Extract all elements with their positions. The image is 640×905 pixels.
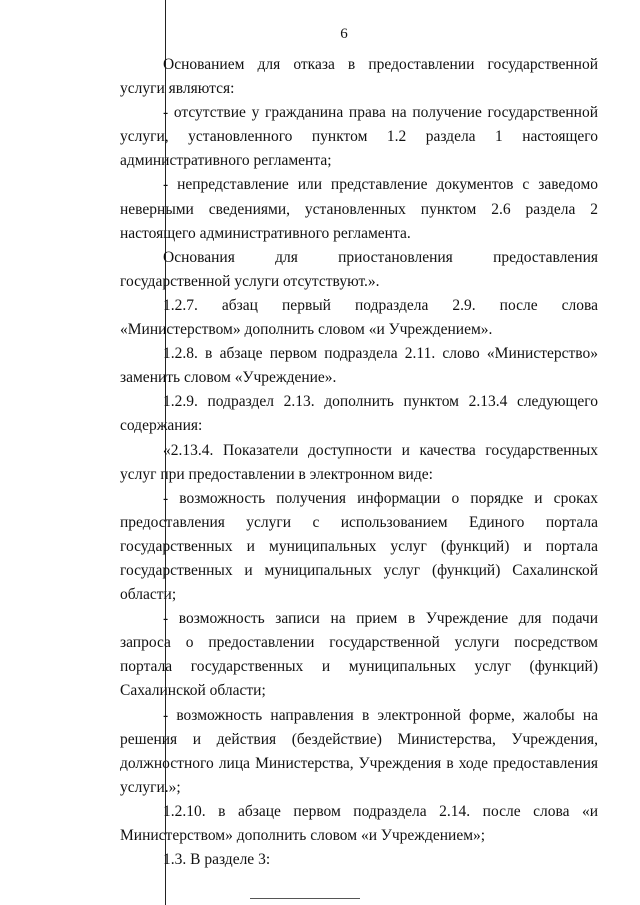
paragraph-1-2-8: 1.2.8. в абзаце первом подраздела 2.11. слово «Министерство» заменить словом «Учреждение». bbox=[120, 345, 598, 387]
paragraph-documents: - непредставление или представление документов с заведомо неверными сведениями, установленных пунктом 2.6 раздела 2 настоящего административного регламента. bbox=[120, 176, 598, 242]
paragraph-suspension-grounds: Основания для приостановления предоставления государственной услуги отсутствуют.». bbox=[120, 248, 598, 290]
paragraph-refusal-grounds: Основанием для отказа в предоставлении государственной услуги являются: bbox=[120, 56, 598, 98]
paragraph-complaints: - возможность направления в электронной форме, жалобы на решения и действия (бездействие) Министерства, Учреждения, должностного лица Министерства, Учреждения в ходе предоставления услуги.»; bbox=[120, 706, 598, 796]
paragraph-info-access: - возможность получения информации о порядке и сроках предоставления услуги с использованием Единого портала государственных и муниципальных услуг (функций) и портала государственных и муниципальных услуг (функций) Сахалинской области; bbox=[120, 489, 598, 604]
paragraph-1-3: 1.3. В разделе 3: bbox=[163, 851, 271, 869]
paragraph-1-2-10: 1.2.10. в абзаце первом подраздела 2.14. после слова «и Министерством» дополнить словом «и Учреждением»; bbox=[120, 802, 598, 844]
page-number: 6 bbox=[340, 26, 348, 42]
paragraph-appointment: - возможность записи на прием в Учреждение для подачи запроса о предоставлении государственной услуги посредством портала государственных и муниципальных услуг (функций) Сахалинской области; bbox=[120, 610, 598, 700]
paragraph-no-right: - отсутствие у гражданина права на получение государственной услуги, установленного пунктом 1.2 раздела 1 настоящего административного регламента; bbox=[120, 104, 598, 170]
paragraph-1-2-9: 1.2.9. подраздел 2.13. дополнить пунктом 2.13.4 следующего содержания: bbox=[120, 393, 598, 435]
paragraph-1-2-7: 1.2.7. абзац первый подраздела 2.9. после слова «Министерством» дополнить словом «и Учреждением». bbox=[120, 296, 598, 339]
scan-artifact bbox=[250, 898, 360, 899]
paragraph-2-13-4: «2.13.4. Показатели доступности и качества государственных услуг при предоставлении в электронном виде: bbox=[120, 441, 598, 483]
document-body bbox=[120, 53, 598, 872]
